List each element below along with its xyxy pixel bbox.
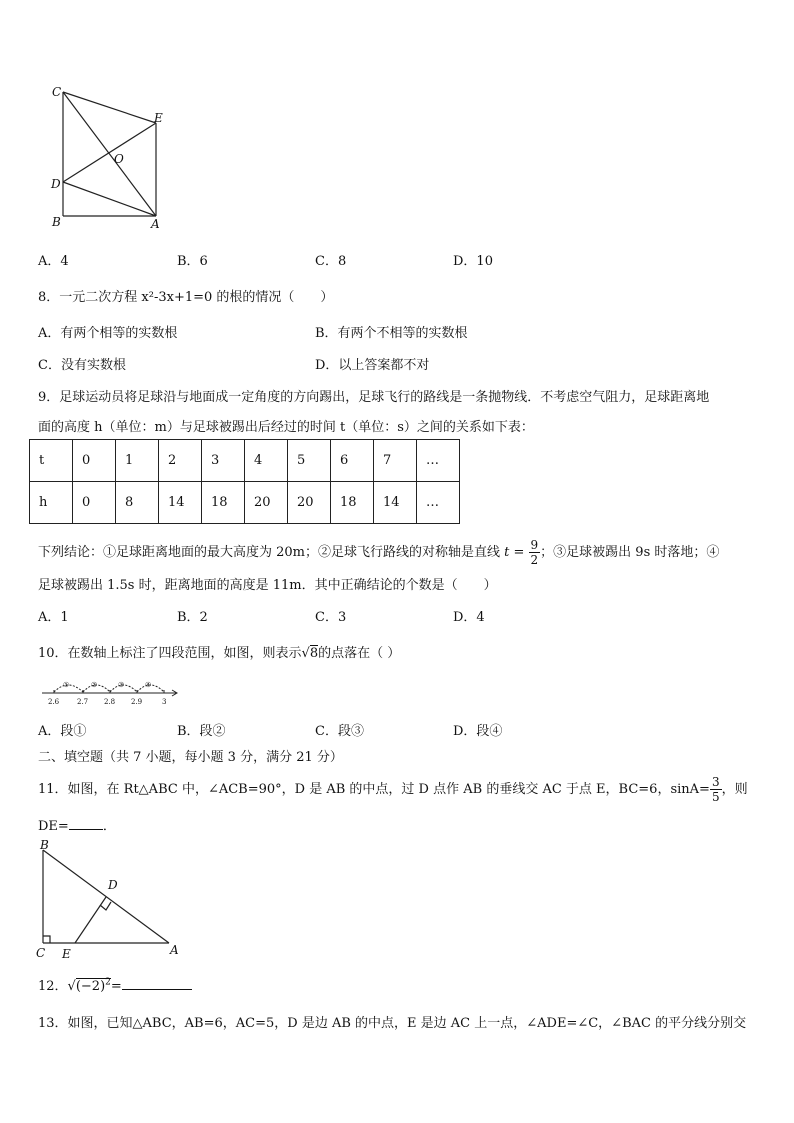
q11-line2 bbox=[38, 815, 116, 834]
label-e: E bbox=[154, 111, 163, 125]
tick-label: 2.8 bbox=[104, 698, 116, 706]
q9-line2: 面的高度 h（单位：m）与足球被踢出后经过的时间 t（单位：s）之间的关系如下表： bbox=[38, 420, 534, 435]
table-cell: 2 bbox=[159, 440, 202, 482]
q8-option-a: A．有两个相等的实数根 bbox=[38, 326, 178, 341]
q11-line2-end: ． bbox=[102, 819, 116, 834]
square-figure bbox=[40, 80, 180, 230]
q12-eq: = bbox=[110, 979, 122, 994]
table-cell: 1 bbox=[116, 440, 159, 482]
q7-option-b: B．6 bbox=[177, 254, 208, 269]
q9-conc-part-a: 下列结论：①足球距离地面的最大高度为 20m；②足球飞行路线的对称轴是直线 bbox=[38, 545, 505, 560]
q10-option-d: D．段④ bbox=[453, 724, 503, 739]
q9-conclusions-line2: 足球被踢出 1.5s 时，距离地面的高度是 11m．其中正确结论的个数是（ ） bbox=[38, 578, 497, 593]
q10-option-b: B．段② bbox=[177, 724, 226, 739]
q9-fraction bbox=[529, 538, 541, 567]
table-cell: 8 bbox=[116, 482, 159, 524]
table-cell: t bbox=[30, 440, 73, 482]
q8-option-c: C．没有实数根 bbox=[38, 358, 126, 373]
table-cell: 18 bbox=[202, 482, 245, 524]
answer-blank[interactable] bbox=[69, 829, 103, 830]
q9-table bbox=[29, 439, 460, 524]
q12-exponent: 2 bbox=[105, 977, 111, 988]
q10-stem-a: 10．在数轴上标注了四段范围，如图，则表示 bbox=[38, 646, 302, 661]
q11-frac-num: 3 bbox=[711, 775, 720, 789]
tick-label: 2.9 bbox=[131, 698, 143, 706]
q9-t-symbol: t = bbox=[504, 545, 525, 560]
section-2-heading: 二、填空题（共 7 小题，每小题 3 分，满分 21 分） bbox=[38, 750, 343, 765]
q11-frac-den: 5 bbox=[711, 790, 720, 804]
q12-radicand bbox=[76, 978, 111, 994]
q10-option-c: C．段③ bbox=[315, 724, 364, 739]
table-cell: … bbox=[417, 440, 460, 482]
q7-option-c: C．8 bbox=[315, 254, 347, 269]
tick-label: 3 bbox=[162, 698, 167, 706]
q11-stem bbox=[38, 775, 748, 804]
q12-radicand-base: (−2) bbox=[75, 979, 106, 994]
segment-label-1: ① bbox=[63, 681, 70, 689]
answer-blank[interactable] bbox=[122, 989, 192, 990]
q10-stem bbox=[38, 642, 400, 661]
q9-option-c: C．3 bbox=[315, 610, 347, 625]
table-cell: h bbox=[30, 482, 73, 524]
q10-stem-b: 的点落在（ ） bbox=[318, 646, 401, 661]
table-cell: 14 bbox=[159, 482, 202, 524]
sqrt-symbol-icon: √ bbox=[67, 979, 76, 994]
q11-de-label: DE= bbox=[38, 819, 69, 834]
table-cell: 7 bbox=[374, 440, 417, 482]
tick-label: 2.6 bbox=[48, 698, 60, 706]
label-b: B bbox=[52, 215, 61, 229]
q13-stem: 13．如图，已知△ABC，AB=6，AC=5，D 是边 AB 的中点，E 是边 AC 上一点，∠ADE=∠C，∠BAC 的平分线分别交 bbox=[38, 1016, 747, 1031]
table-cell: 14 bbox=[374, 482, 417, 524]
q10-radicand: 8 bbox=[309, 646, 319, 661]
table-cell: … bbox=[417, 482, 460, 524]
table-cell: 5 bbox=[288, 440, 331, 482]
q9-line1: 9．足球运动员将足球沿与地面成一定角度的方向踢出，足球飞行的路线是一条抛物线．不考虑空气阻力，足球距离地 bbox=[38, 390, 710, 405]
q9-option-a: A．1 bbox=[38, 610, 69, 625]
sqrt-symbol-icon: √ bbox=[301, 646, 310, 661]
q7-option-d: D．10 bbox=[453, 254, 493, 269]
table-row bbox=[30, 482, 460, 524]
q12-stem bbox=[38, 975, 192, 994]
q7-option-a: A．4 bbox=[38, 254, 69, 269]
label-c: C bbox=[36, 946, 46, 960]
label-a: A bbox=[170, 943, 179, 957]
label-b: B bbox=[40, 838, 49, 852]
q10-option-a: A．段① bbox=[38, 724, 87, 739]
table-cell: 4 bbox=[245, 440, 288, 482]
q9-option-d: D．4 bbox=[453, 610, 485, 625]
table-cell: 0 bbox=[73, 482, 116, 524]
q9-frac-num: 9 bbox=[530, 538, 539, 552]
tick-label: 2.7 bbox=[77, 698, 89, 706]
q9-conclusions-line1 bbox=[38, 538, 719, 567]
segment-label-4: ④ bbox=[145, 681, 152, 689]
q12-num: 12． bbox=[38, 979, 68, 994]
segment-label-3: ③ bbox=[118, 681, 125, 689]
table-cell: 3 bbox=[202, 440, 245, 482]
table-cell: 6 bbox=[331, 440, 374, 482]
number-line-figure bbox=[38, 676, 188, 710]
q9-option-b: B．2 bbox=[177, 610, 208, 625]
table-cell: 18 bbox=[331, 482, 374, 524]
q11-stem-a: 11．如图，在 Rt△ABC 中，∠ACB=90°，D 是 AB 的中点，过 D 点作 AB 的垂线交 AC 于点 E，BC=6，sinA= bbox=[38, 782, 710, 797]
q11-fraction bbox=[710, 775, 722, 804]
label-d: D bbox=[108, 878, 118, 892]
label-d: D bbox=[51, 177, 61, 191]
q8-option-d: D．以上答案都不对 bbox=[315, 358, 430, 373]
table-row bbox=[30, 440, 460, 482]
q8-stem: 8．一元二次方程 x²-3x+1=0 的根的情况（ ） bbox=[38, 290, 334, 305]
table-cell: 20 bbox=[288, 482, 331, 524]
q9-conc-part-b: ；③足球被踢出 9s 时落地；④ bbox=[540, 545, 720, 560]
table-cell: 0 bbox=[73, 440, 116, 482]
q8-option-b: B．有两个不相等的实数根 bbox=[315, 326, 468, 341]
segment-label-2: ② bbox=[91, 681, 98, 689]
label-a: A bbox=[151, 217, 160, 230]
table-cell: 20 bbox=[245, 482, 288, 524]
q9-frac-den: 2 bbox=[530, 553, 539, 567]
triangle-figure bbox=[32, 836, 192, 962]
q11-stem-b: ，则 bbox=[721, 782, 748, 797]
label-c: C bbox=[52, 85, 62, 99]
label-e: E bbox=[62, 947, 71, 961]
label-o: O bbox=[114, 152, 124, 166]
